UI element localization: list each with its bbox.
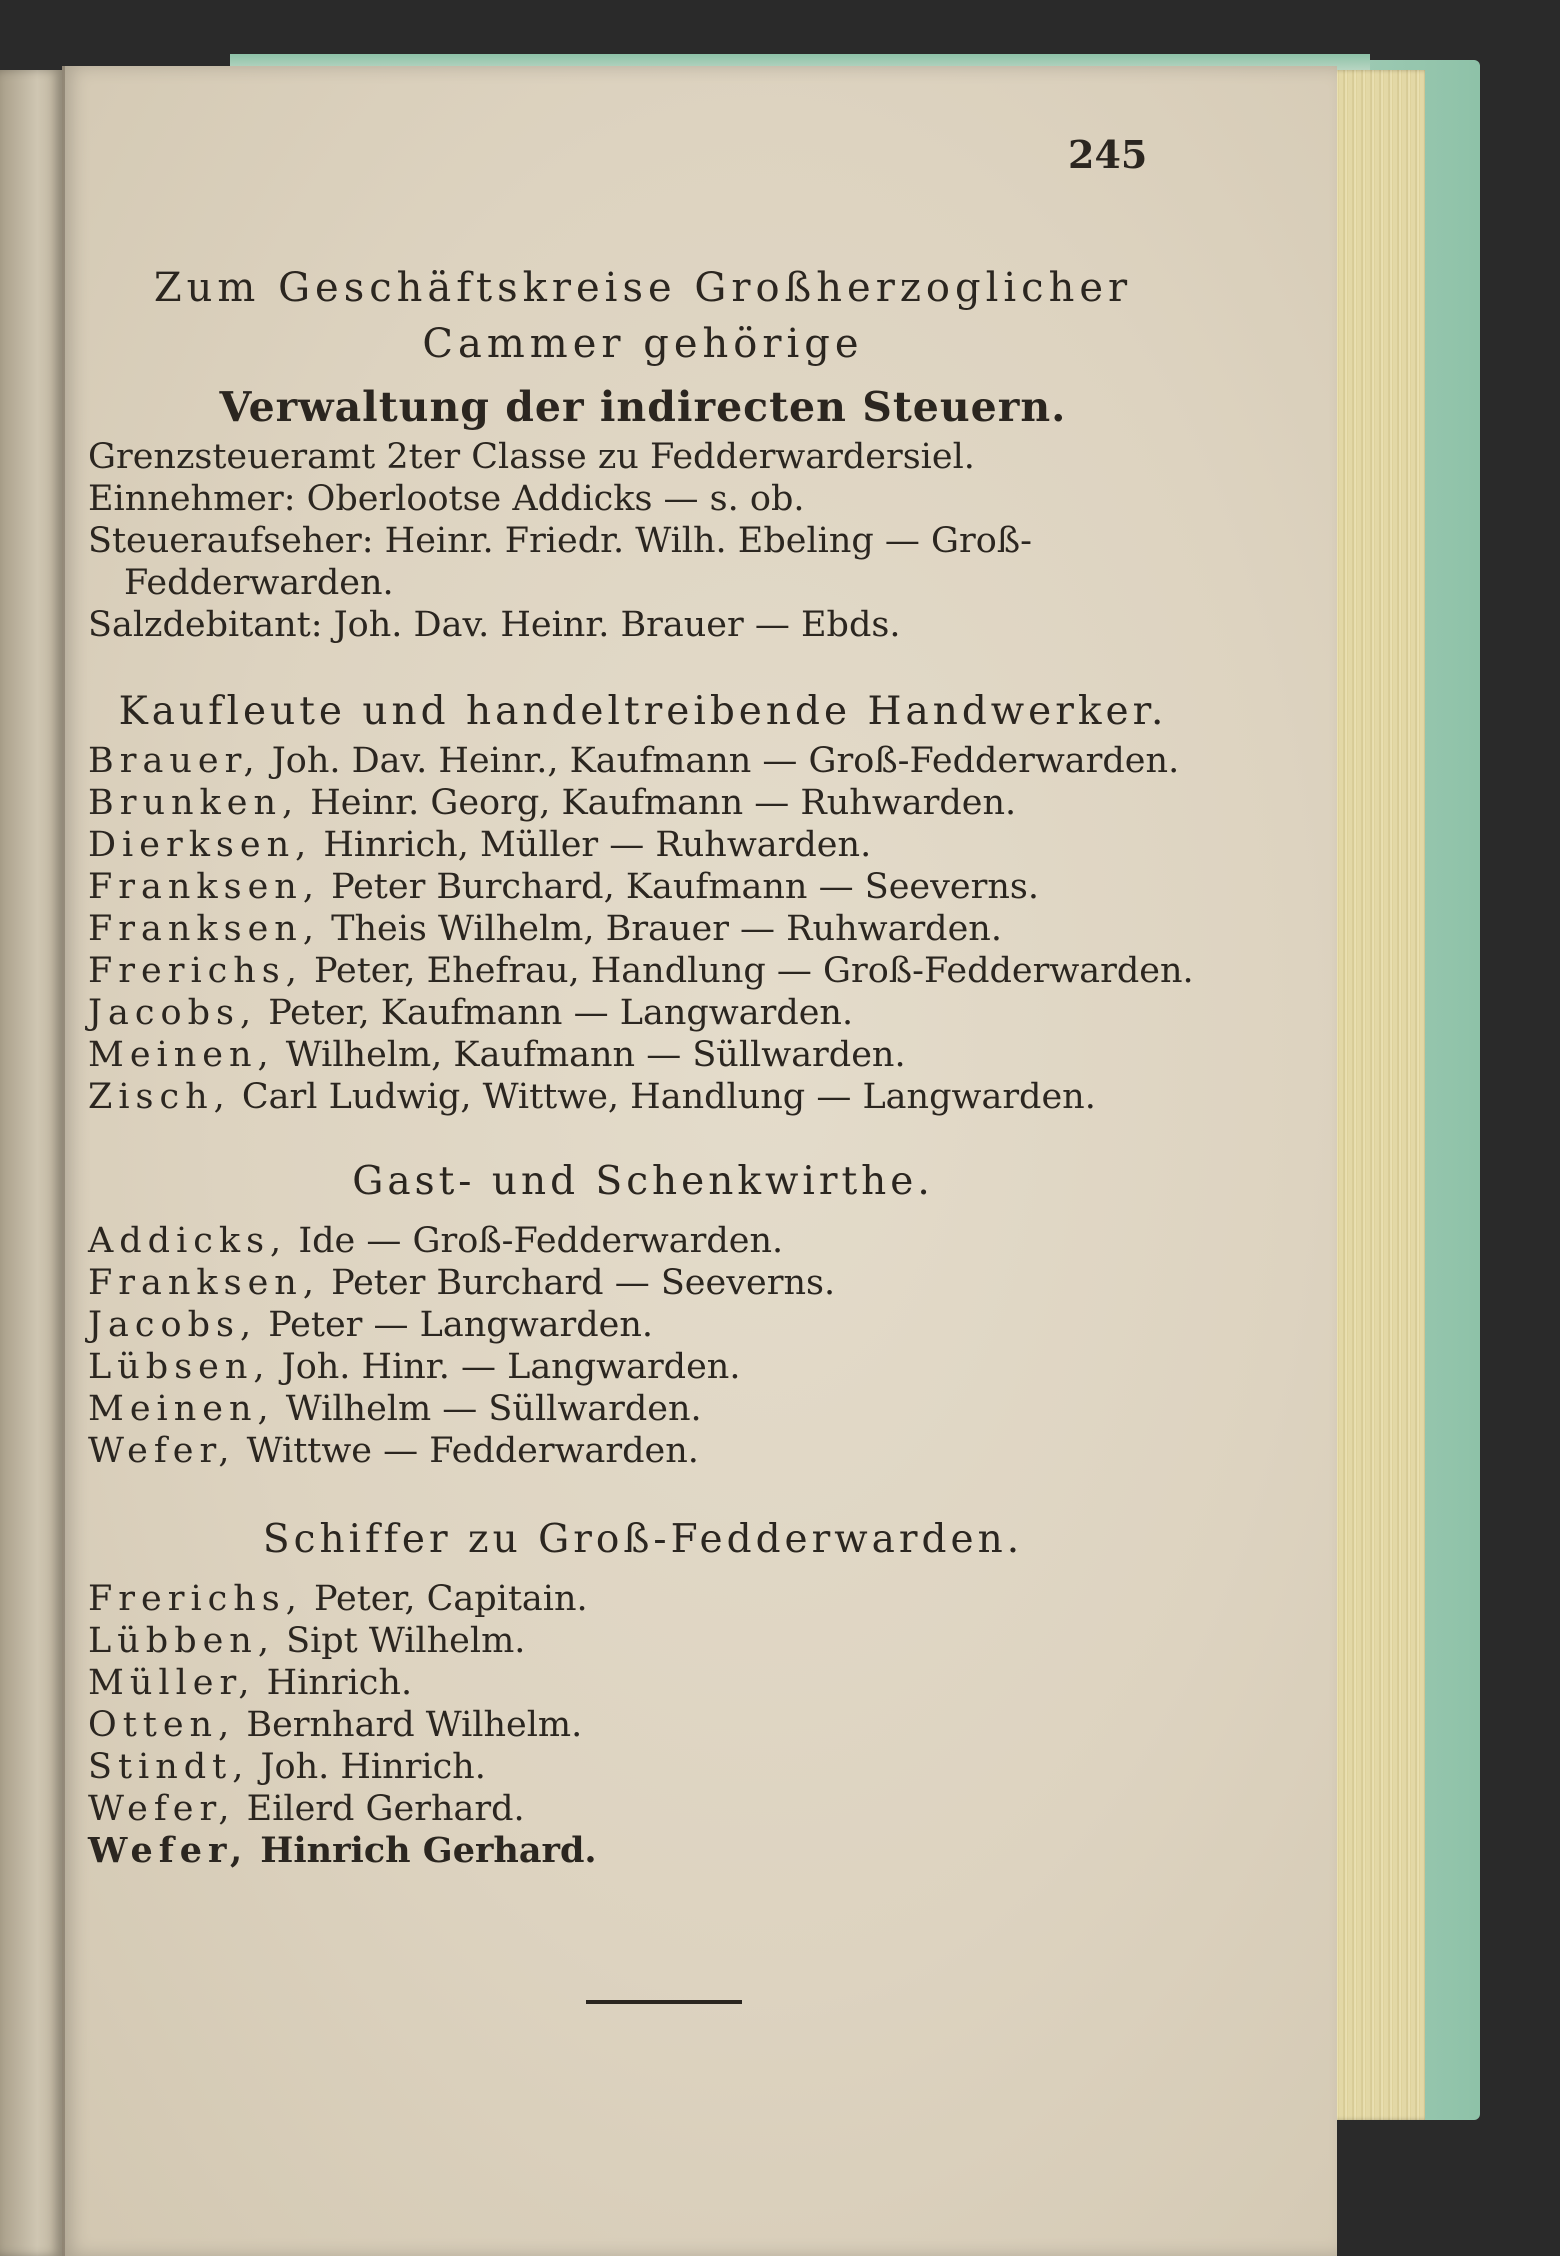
entry-surname: Addicks, [88,1221,288,1261]
entry-surname: Frerichs, [88,951,303,991]
entry-details: Hinrich, Müller — Ruhwarden. [312,825,872,865]
entry-surname: Dierksen, [88,825,313,865]
list-item [88,950,1198,992]
entry-surname: Jacobs, [88,993,258,1033]
header-line-2: Cammer gehörige [422,321,864,367]
page-number: 245 [1068,132,1148,177]
list-item [88,1578,1198,1620]
list-item [88,1262,1198,1304]
list-item [88,1746,1198,1788]
entry-surname: Brunken, [88,783,300,823]
list-item [88,824,1198,866]
list-item [88,1220,1198,1262]
entry-details: Heinr. Georg, Kaufmann — Ruhwarden. [299,783,1017,823]
entry-surname: Wefer, [88,1830,249,1871]
entry-surname: Franksen, [88,867,320,907]
entry-details: Sipt Wilhelm. [274,1621,526,1661]
entry-details: Wittwe — Fedderwarden. [235,1431,699,1471]
entry-details: Peter Burchard, Kaufmann — Seeverns. [319,867,1039,907]
list-item [88,782,1198,824]
section-title-steuern: Verwaltung der indirecten Steuern. [219,383,1067,431]
entry-surname: Brauer, [88,741,261,781]
entry-surname: Wefer, [88,1789,236,1829]
list-item [88,1788,1198,1830]
entry-details: Wilhelm — Süllwarden. [274,1389,702,1429]
entry-details: Wilhelm, Kaufmann — Süllwarden. [274,1035,906,1075]
gutter [62,66,65,2256]
page-block-edges [1330,70,1425,2120]
entry-surname: Meinen, [88,1035,275,1075]
entry-details: Hinrich Gerhard. [248,1830,597,1871]
entry-surname: Otten, [88,1705,236,1745]
entry-surname: Meinen, [88,1389,275,1429]
entry-details: Eilerd Gerhard. [235,1789,525,1829]
entry-details: Bernhard Wilhelm. [235,1705,583,1745]
list-item: Salzdebitant: Joh. Dav. Heinr. Brauer — Ebds. [88,605,901,645]
header-line-1: Zum Geschäftskreise Großherzoglicher [153,265,1133,311]
entry-details: Peter, Capitain. [302,1579,588,1619]
entry-surname: Frerichs, [88,1579,303,1619]
end-rule [586,2000,742,2004]
list-item [88,1620,1198,1662]
page-content [88,120,1198,1872]
entry-details: Carl Ludwig, Wittwe, Handlung — Langwarden. [230,1077,1096,1117]
list-item [88,1388,1198,1430]
list-item [88,992,1198,1034]
entry-surname: Zisch, [88,1077,231,1117]
entry-surname: Lübsen, [88,1347,271,1387]
schiffer-list [88,1578,1198,1872]
section-title-schiffer: Schiffer zu Groß-Fedderwarden. [262,1517,1024,1562]
steuern-list [88,436,1198,646]
entry-details: Ide — Groß-Fedderwarden. [287,1221,784,1261]
entry-surname: Müller, [88,1663,256,1703]
list-item [88,1662,1198,1704]
entry-details: Peter Burchard — Seeverns. [319,1263,836,1303]
list-item: Grenzsteueramt 2ter Classe zu Fedderwardersiel. [88,437,975,477]
entry-details: Peter — Langwarden. [257,1305,654,1345]
entry-surname: Wefer, [88,1431,236,1471]
entry-surname: Franksen, [88,909,320,949]
list-item [88,1034,1198,1076]
entry-surname: Jacobs, [88,1305,258,1345]
entry-details: Joh. Dav. Heinr., Kaufmann — Groß-Fedderwarden. [260,741,1180,781]
entry-details: Joh. Hinrich. [249,1747,486,1787]
entry-details: Peter, Kaufmann — Langwarden. [257,993,854,1033]
chapter-header [88,260,1198,436]
gastwirthe-list [88,1220,1198,1472]
entry-surname: Stindt, [88,1747,250,1787]
list-item [88,1076,1198,1118]
section-title-kaufleute: Kaufleute und handeltreibende Handwerker. [118,689,1168,734]
entry-details: Joh. Hinr. — Langwarden. [270,1347,741,1387]
list-item [88,1704,1198,1746]
entry-details: Peter, Ehefrau, Handlung — Groß-Fedderwarden. [302,951,1194,991]
list-item [88,1830,1198,1872]
list-item [88,908,1198,950]
list-item [88,1304,1198,1346]
entry-surname: Lübben, [88,1621,275,1661]
list-item: Einnehmer: Oberlootse Addicks — s. ob. [88,479,805,519]
list-item [88,1346,1198,1388]
list-item [88,866,1198,908]
section-title-gastwirthe: Gast- und Schenkwirthe. [352,1159,934,1204]
kaufleute-list [88,740,1198,1118]
entry-details: Hinrich. [255,1663,413,1703]
list-item: Steueraufseher: Heinr. Friedr. Wilh. Ebeling — Groß-Fedderwarden. [88,521,1033,603]
facing-page-edge [0,70,62,2256]
entry-surname: Franksen, [88,1263,320,1303]
list-item [88,1430,1198,1472]
list-item [88,740,1198,782]
entry-details: Theis Wilhelm, Brauer — Ruhwarden. [319,909,1002,949]
